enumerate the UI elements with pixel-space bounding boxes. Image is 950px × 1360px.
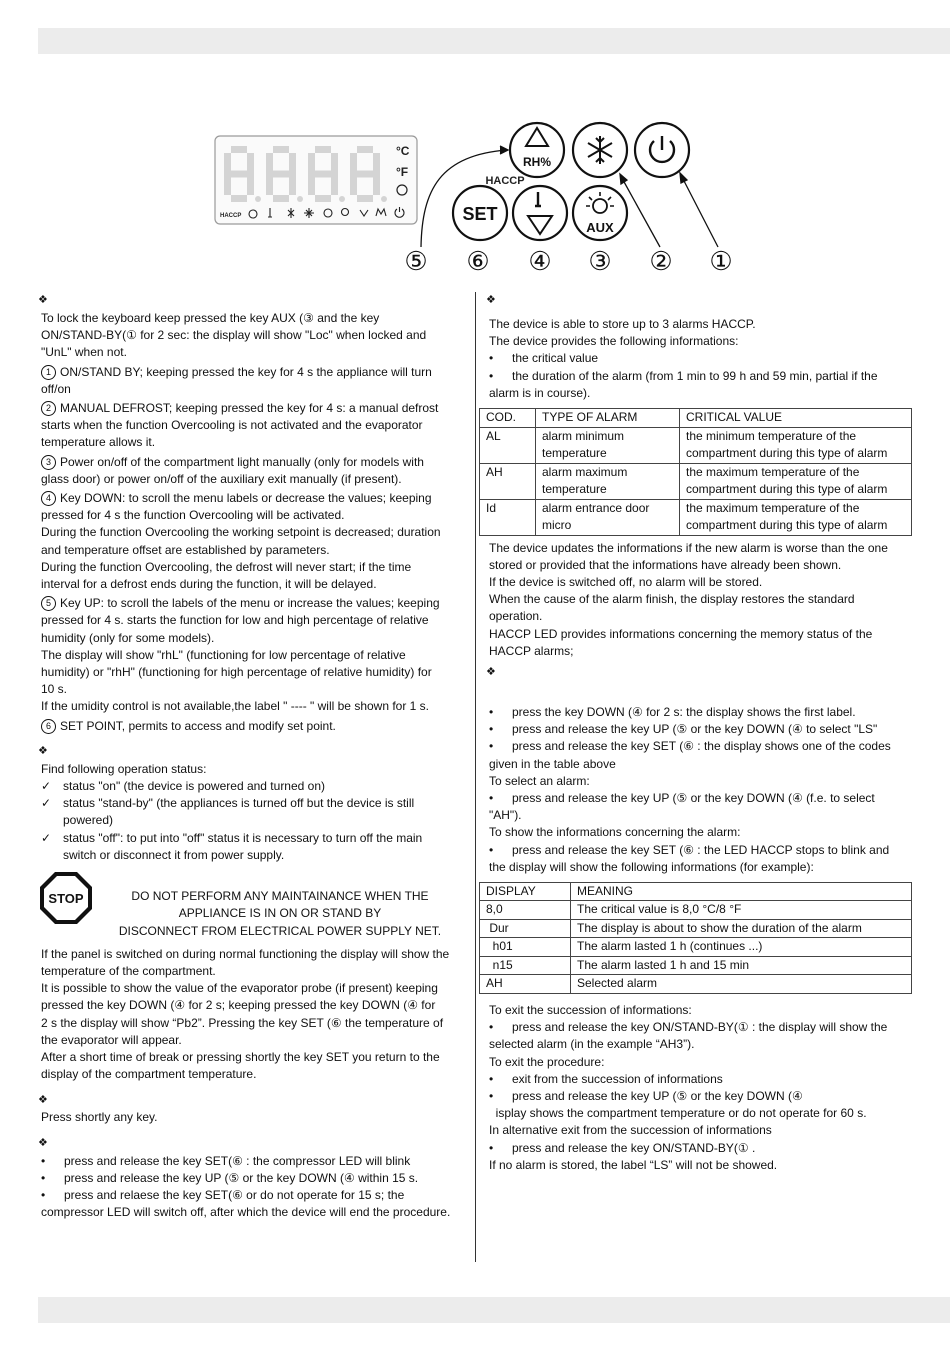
num-circle: 1 xyxy=(41,365,56,380)
bullet-item: • press and release the key UP (⑤ or the key DOWN (④ xyxy=(489,1088,803,1103)
arrow-up-icon xyxy=(526,128,548,146)
header-band xyxy=(38,28,950,54)
text-line: Find following operation status: xyxy=(41,761,207,776)
lcd-segment xyxy=(231,146,247,153)
lcd-segment xyxy=(224,153,231,174)
callout-numbers xyxy=(404,246,732,276)
text-line: During the function Overcooling, the defrost will never start; if the time xyxy=(41,559,412,574)
haccp-small-label: HACCP xyxy=(220,213,242,219)
diamond-bullet-icon: ❖ xyxy=(38,294,48,307)
table-row: AH alarm maximum temperature the maximum temperature of the compartment during this type of alarm xyxy=(480,463,912,499)
text-line: HACCP LED provides informations concerning the memory status of the xyxy=(489,626,873,641)
text-line: interval for a defrost ends during the function, it will be delayed. xyxy=(41,577,377,592)
lcd-segment xyxy=(357,146,373,153)
text-line: During the function Overcooling the working setpoint is decreased; duration xyxy=(41,525,441,540)
callout-3: ③ xyxy=(588,246,612,276)
lcd-decimal-point xyxy=(255,196,261,202)
footer-band xyxy=(38,1297,950,1323)
check-item-cont: switch or disconnect it from power supply. xyxy=(63,847,285,862)
unit-fahrenheit: °F xyxy=(396,165,409,179)
bullet-item: • the duration of the alarm (from 1 min to 99 h and 59 min, partial if the xyxy=(489,368,878,383)
table-header-cell: MEANING xyxy=(571,882,912,901)
diamond-bullet-icon: ❖ xyxy=(486,294,496,307)
text-line: If no alarm is stored, the label “LS” will not be showed. xyxy=(489,1157,778,1172)
lcd-segment xyxy=(315,171,331,178)
lcd-segment xyxy=(224,174,231,195)
num-circle: 5 xyxy=(41,596,56,611)
text-line: 2 s the display will show “Pb2”. Pressing the key SET (⑥ the temperature of xyxy=(41,1015,444,1030)
text-line: pressed for 4 s. starts the function for low and high percentage of relative xyxy=(41,613,429,628)
right-column xyxy=(486,292,914,1174)
num-circle: 3 xyxy=(41,455,56,470)
arrow-down-icon xyxy=(528,216,552,234)
text-line: If the device is switched off, no alarm will be stored. xyxy=(489,574,763,589)
text-line: glass door) or power on/off of the auxiliary exit manually (if present). xyxy=(41,471,402,486)
text-line: temperature of the compartment. xyxy=(41,963,216,978)
key-aux-label: AUX xyxy=(586,220,614,235)
numbered-item: 2 MANUAL DEFROST; keeping pressed the key for 4 s: a manual defrost xyxy=(41,400,466,417)
text-line: ON/STAND-BY(① for 2 sec: the display will show "Loc" when locked and xyxy=(41,328,427,343)
numbered-item: 6 SET POINT, permits to access and modify set point. xyxy=(41,718,466,735)
lcd-segment xyxy=(315,146,331,153)
snowflake-icon xyxy=(588,136,612,164)
text-line: The device is able to store up to 3 alarms HACCP. xyxy=(489,317,756,331)
text-line: off/on xyxy=(41,381,71,396)
text-line: To show the informations concerning the alarm: xyxy=(489,825,741,840)
table-header-cell: CRITICAL VALUE xyxy=(680,409,912,428)
table-header-cell: DISPLAY xyxy=(480,882,571,901)
lcd-decimal-point xyxy=(297,196,303,202)
text-line: selected alarm (in the example “AH3”). xyxy=(489,1037,695,1052)
key-down[interactable] xyxy=(513,186,567,240)
stop-sign-icon xyxy=(38,870,94,926)
lcd-segment xyxy=(331,153,338,174)
display-meaning-table xyxy=(479,882,912,994)
lcd-display xyxy=(215,136,417,224)
bullet-item: • the critical value xyxy=(489,351,599,366)
text-line: HACCP alarms; xyxy=(489,643,574,658)
text-line: After a short time of break or pressing shortly the key SET you return to the xyxy=(41,1049,440,1064)
callout-1: ① xyxy=(709,246,733,276)
text-line: and temperature offset are established by parameters. xyxy=(41,542,330,557)
bullet-item: • exit from the succession of informations xyxy=(489,1071,723,1086)
text-line: humidity (only for some models). xyxy=(41,630,215,645)
text-line: If the panel is switched on during normal functioning the display will show the xyxy=(41,946,450,961)
text-line: operation. xyxy=(489,609,543,624)
table-row: Id alarm entrance door micro the maximum temperature of the compartment during this type of alarm xyxy=(480,499,912,535)
bulb-icon xyxy=(593,199,607,213)
section-heading-alarm-display xyxy=(486,664,914,682)
text-line: The device provides the following informations: xyxy=(489,334,739,349)
callout-2: ② xyxy=(649,246,673,276)
lcd-segment xyxy=(289,153,296,174)
callout-4: ④ xyxy=(528,246,552,276)
section-heading-keyboard-lock xyxy=(38,292,466,310)
text-line: If the umidity control is not available,the label " ---- " will be shown for 1 s. xyxy=(41,699,430,714)
bullet-item: • press and release the key ON/STAND-BY(① : the display will show the xyxy=(489,1020,888,1035)
num-circle: 4 xyxy=(41,491,56,506)
lcd-segment xyxy=(331,174,338,195)
numbered-item: 3 Power on/off of the compartment light manually (only for models with xyxy=(41,454,466,471)
key-defrost[interactable] xyxy=(573,123,627,177)
num-circle: 2 xyxy=(41,401,56,416)
warning-box xyxy=(38,870,466,940)
text-line: pressed the key DOWN (④ for 2 s; keeping pressed the key DOWN (④ for xyxy=(41,998,436,1013)
thermometer-down-icon xyxy=(535,192,541,206)
diamond-bullet-icon: ❖ xyxy=(38,1093,48,1106)
bullet-item: • press and release the key SET(⑥ : the compressor LED will blink xyxy=(41,1153,411,1168)
alarm-codes-table xyxy=(479,408,912,536)
text-line: alarm is in course). xyxy=(489,385,591,400)
table-row: AH Selected alarm xyxy=(480,975,912,994)
text-line: To lock the keyboard keep pressed the key AUX (③ and the key xyxy=(41,311,380,325)
text-line: To exit the succession of informations: xyxy=(489,1002,692,1017)
bullet-item: • press and release the key SET (⑥ : the LED HACCP stops to blink and xyxy=(489,842,890,857)
table-header-cell: TYPE OF ALARM xyxy=(536,409,680,428)
table-row: AL alarm minimum temperature the minimum temperature of the compartment during this type of alarm xyxy=(480,427,912,463)
unit-celsius: °C xyxy=(396,144,410,158)
key-aux[interactable] xyxy=(573,186,627,240)
lcd-segment xyxy=(357,195,373,202)
check-item-cont: powered) xyxy=(63,813,114,828)
table-row: h01 The alarm lasted 1 h (continues ...) xyxy=(480,938,912,957)
check-item: ✓ status "stand-by" (the appliances is turned off but the device is still xyxy=(41,795,466,812)
check-icon: ✓ xyxy=(41,830,52,845)
lcd-segment xyxy=(247,153,254,174)
lcd-segment xyxy=(350,153,357,174)
lcd-decimal-point xyxy=(381,196,387,202)
text-line: The display will show "rhL" (functioning for low percentage of relative xyxy=(41,647,406,662)
check-item: ✓ status "off": to put into "off" status it is necessary to turn off the main xyxy=(41,830,466,847)
lcd-segment xyxy=(273,171,289,178)
bullet-item: • press and release the key UP (⑤ or the key DOWN (④ within 15 s. xyxy=(41,1170,419,1185)
text-line: 10 s. xyxy=(41,682,68,697)
text-line: Press shortly any key. xyxy=(41,1110,158,1125)
bullet-item: • press and release the key SET (⑥ : the display shows one of the codes xyxy=(489,739,891,754)
lcd-segment xyxy=(266,174,273,195)
lcd-segment xyxy=(373,153,380,174)
check-icon: ✓ xyxy=(41,796,52,811)
text-line: pressed for 4 s the function Overcooling will be activated. xyxy=(41,508,345,523)
text-line: When the cause of the alarm finish, the display restores the standard xyxy=(489,592,855,607)
lcd-segment xyxy=(266,153,273,174)
lcd-decimal-point xyxy=(339,196,345,202)
text-line: starts when the function Overcooling is not activated and the evaporator xyxy=(41,418,423,433)
text-line: In alternative exit from the succession of informations xyxy=(489,1123,772,1138)
text-line: isplay shows the compartment temperature or do not operate for 60 s. xyxy=(489,1106,867,1121)
table-row: n15 The alarm lasted 1 h and 15 min xyxy=(480,956,912,975)
section-heading-haccp xyxy=(486,292,914,310)
table-row: 8,0 The critical value is 8,0 °C/8 °F xyxy=(480,901,912,920)
diamond-bullet-icon: ❖ xyxy=(486,666,496,679)
lcd-segment xyxy=(273,195,289,202)
text-line: the display will show the following informations (for example): xyxy=(489,859,814,874)
diamond-bullet-icon: ❖ xyxy=(38,745,48,758)
text-line: "AH"). xyxy=(489,808,522,823)
bullet-item: • press the key DOWN (④ for 2 s: the display shows the first label. xyxy=(489,704,856,719)
callout-6: ⑥ xyxy=(466,246,490,276)
bullet-item: • press and relaese the key SET(⑥ or do not operate for 15 s; the xyxy=(41,1187,405,1202)
key-up[interactable] xyxy=(510,123,564,177)
key-on-standby[interactable] xyxy=(635,123,689,177)
bullet-item: • press and release the key ON/STAND-BY(① . xyxy=(489,1140,756,1155)
text-line: the evaporator will appear. xyxy=(41,1032,182,1047)
text-line: display of the compartment temperature. xyxy=(41,1067,257,1082)
lcd-segment xyxy=(373,174,380,195)
haccp-key-label: HACCP xyxy=(485,175,525,187)
table-header-row xyxy=(480,409,912,428)
check-icon: ✓ xyxy=(41,779,52,794)
table-header-cell: COD. xyxy=(480,409,536,428)
text-line: humidity) or "rhH" (functioning for high percentage of relative humidity) for xyxy=(41,665,432,680)
table-header-row xyxy=(480,882,912,901)
diamond-bullet-icon: ❖ xyxy=(38,1136,48,1149)
column-divider xyxy=(475,292,476,1262)
text-line: compressor LED will switch off, after which the device will end the procedure. xyxy=(41,1205,451,1220)
numbered-item: 1 ON/STAND BY; keeping pressed the key for 4 s the appliance will turn xyxy=(41,364,466,381)
num-circle: 6 xyxy=(41,719,56,734)
bullet-item: • press and release the key UP (⑤ or the key DOWN (④ (f.e. to select xyxy=(489,790,875,805)
text-line: It is possible to show the value of the evaporator probe (if present) keeping xyxy=(41,981,438,996)
text-line: The device updates the informations if the new alarm is worse than the one xyxy=(489,540,888,555)
text-line: To exit the procedure: xyxy=(489,1054,605,1069)
callout-5: ⑤ xyxy=(404,246,428,276)
section-heading-exit xyxy=(38,1091,466,1109)
section-heading-status xyxy=(38,743,466,761)
text-line: To select an alarm: xyxy=(489,773,590,788)
lcd-segment xyxy=(315,195,331,202)
numbered-item: 5 Key UP: to scroll the labels of the menu or increase the values; keeping xyxy=(41,595,466,612)
key-rh-label: RH% xyxy=(522,155,552,169)
lcd-segment xyxy=(289,174,296,195)
table-row: Dur The display is about to show the duration of the alarm xyxy=(480,919,912,938)
warning-text: DO NOT PERFORM ANY MAINTAINANCE WHEN THE APPLIANCE IS IN ON OR STAND BY DISCONNECT FROM ELECTRICAL POWER SUPPLY NET. xyxy=(118,889,442,938)
text-line: stored or provided that the informations have already been shown. xyxy=(489,557,842,572)
lcd-segment xyxy=(308,153,315,174)
lcd-segment xyxy=(231,195,247,202)
control-panel-illustration xyxy=(200,110,760,285)
section-heading-compressor xyxy=(38,1135,466,1153)
lcd-segment xyxy=(247,174,254,195)
text-line: temperature allows it. xyxy=(41,435,156,450)
lcd-segment xyxy=(273,146,289,153)
numbered-item: 4 Key DOWN: to scroll the menu labels or decrease the values; keeping xyxy=(41,490,466,507)
callout-lines xyxy=(421,146,718,247)
lcd-segment xyxy=(357,171,373,178)
bullet-item: • press and release the key UP (⑤ or the key DOWN (④ to select "LS" xyxy=(489,722,878,737)
lcd-segment xyxy=(350,174,357,195)
text-line: "UnL" when not. xyxy=(41,345,127,360)
key-set[interactable] xyxy=(453,186,507,240)
check-item: ✓ status "on" (the device is powered and turned on) xyxy=(41,778,466,795)
lcd-segment xyxy=(308,174,315,195)
svg-text:STOP: STOP xyxy=(48,891,84,907)
left-column xyxy=(38,292,466,1221)
lcd-segment xyxy=(231,171,247,178)
text-line: given in the table above xyxy=(489,756,616,771)
key-set-label: SET xyxy=(462,204,498,224)
